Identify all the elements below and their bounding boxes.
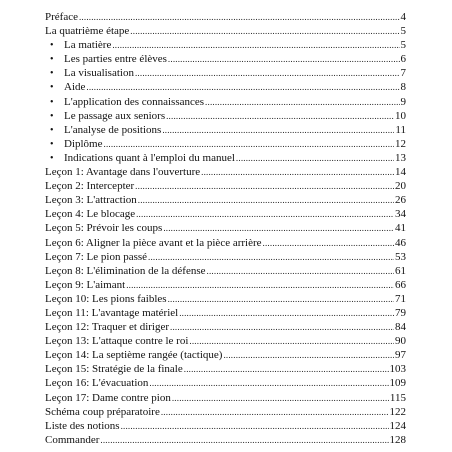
toc-entry [45,334,406,348]
toc-entry-title: La quatrième étape [45,25,130,38]
toc-entry-title: L'analyse de positions [64,123,162,136]
dot-leader [161,405,389,419]
dot-leader [163,221,394,235]
table-of-contents [45,10,406,447]
toc-entry-title: Leçon 17: Dame contre pion [45,391,171,404]
dot-leader [223,348,394,362]
toc-entry-title: Diplôme [64,137,103,150]
dot-leader [86,80,399,94]
toc-entry [45,362,406,376]
toc-entry-title: Leçon 3: L'attraction [45,194,137,207]
toc-entry-title: Leçon 13: L'attaque contre le roi [45,335,189,348]
toc-entry [45,376,406,390]
dot-leader [112,38,399,52]
toc-entry [45,250,406,264]
toc-entry-title: Commander [45,433,100,446]
toc-entry [45,10,406,24]
dot-leader [184,362,389,376]
bullet-icon: • [50,152,54,164]
toc-entry-title: Leçon 15: Stratégie de la finale [45,363,183,376]
toc-entry [45,433,406,447]
toc-entry [45,419,406,433]
toc-entry-page: 10 [395,109,406,122]
toc-entry [45,38,406,52]
toc-entry-title: La visualisation [64,67,134,80]
toc-entry-page: 46 [395,236,406,249]
dot-leader [207,264,394,278]
toc-entry-page: 14 [395,166,406,179]
bullet-icon: • [50,110,54,122]
toc-entry [45,391,406,405]
toc-entry [45,320,406,334]
toc-entry [45,264,406,278]
toc-entry-page: 84 [395,321,406,334]
dot-leader [135,179,394,193]
toc-entry-title: Préface [45,11,78,23]
toc-entry-page: 71 [395,292,406,305]
dot-leader [172,391,389,405]
toc-entry-title: Leçon 5: Prévoir les coups [45,222,163,235]
dot-leader [121,419,389,433]
dot-leader [126,278,394,292]
toc-entry-title: L'application des connaissances [64,95,205,108]
toc-entry [45,292,406,306]
dot-leader [179,306,394,320]
toc-entry-page: 124 [389,419,406,432]
toc-entry-title: Leçon 11: L'avantage matériel [45,306,179,319]
dot-leader [205,95,399,109]
toc-entry-page: 128 [389,433,406,446]
bullet-icon: • [50,96,54,108]
toc-entry-title: Leçon 14: La septième rangée (tactique) [45,349,223,362]
dot-leader [162,123,394,137]
dot-leader [148,250,394,264]
bullet-icon: • [50,124,54,136]
toc-entry-title: Leçon 1: Avantage dans l'ouverture [45,166,201,179]
toc-entry-page: 26 [395,194,406,207]
toc-entry-page: 53 [395,250,406,263]
toc-entry-page: 103 [389,363,406,376]
dot-leader [79,10,400,24]
toc-entry-title: Les parties entre élèves [64,53,167,66]
dot-leader [166,109,394,123]
toc-entry-title: Leçon 9: L'aimant [45,278,126,291]
dot-leader [100,433,388,447]
toc-entry-page: 6 [400,53,406,66]
toc-entry-title: Leçon 4: Le blocage [45,208,136,221]
toc-entry [45,405,406,419]
toc-entry-page: 4 [400,11,406,23]
dot-leader [130,24,399,38]
dot-leader [104,137,395,151]
dot-leader [168,52,400,66]
toc-entry-title: Leçon 2: Intercepter [45,180,135,193]
toc-entry-page: 115 [389,391,406,404]
toc-entry [45,80,406,94]
toc-entry [45,165,406,179]
toc-entry [45,137,406,151]
dot-leader [136,207,394,221]
toc-entry-title: Leçon 16: L'évacuation [45,377,149,390]
toc-entry [45,109,406,123]
toc-entry-title: Aide [64,81,86,94]
dot-leader [135,66,400,80]
dot-leader [168,292,394,306]
dot-leader [189,334,394,348]
toc-entry-page: 66 [395,278,406,291]
toc-entry [45,66,406,80]
bullet-icon: • [50,68,54,80]
bullet-icon: • [50,82,54,94]
toc-entry-title: Leçon 8: L'élimination de la défense [45,264,206,277]
toc-entry-title: La matière [64,39,112,52]
bullet-icon: • [50,40,54,52]
dot-leader [170,320,394,334]
toc-entry-title: Leçon 10: Les pions faibles [45,292,167,305]
toc-entry-title: Le passage aux seniors [64,109,166,122]
toc-entry-page: 8 [400,81,406,94]
toc-entry-title: Schéma coup préparatoire [45,405,160,418]
toc-entry-page: 9 [400,95,406,108]
dot-leader [201,165,394,179]
toc-entry [45,236,406,250]
toc-entry-title: Liste des notions [45,419,120,432]
dot-leader [138,193,394,207]
toc-entry-title: Indications quant à l'emploi du manuel [64,151,235,164]
bullet-icon: • [50,138,54,150]
toc-entry-page: 20 [395,180,406,193]
toc-entry-page: 13 [395,151,406,164]
toc-entry-page: 109 [389,377,406,390]
toc-entry [45,193,406,207]
toc-entry-page: 7 [400,67,406,80]
toc-entry [45,95,406,109]
toc-entry-page: 5 [400,39,406,52]
toc-entry-page: 90 [395,335,406,348]
toc-entry [45,278,406,292]
toc-entry-page: 34 [395,208,406,221]
toc-entry [45,306,406,320]
toc-entry-page: 97 [395,349,406,362]
toc-entry-page: 41 [395,222,406,235]
toc-entry [45,221,406,235]
toc-entry-page: 12 [395,137,406,150]
toc-entry [45,123,406,137]
toc-entry-page: 122 [389,405,406,418]
dot-leader [263,236,394,250]
toc-entry-title: Leçon 6: Aligner la pièce avant et la pièce arrière [45,236,262,249]
toc-entry [45,52,406,66]
toc-entry-title: Leçon 12: Traquer et diriger [45,321,170,334]
toc-entry-page: 11 [395,123,406,136]
toc-entry [45,151,406,165]
toc-entry-page: 5 [400,25,406,38]
dot-leader [149,376,388,390]
toc-entry-title: Leçon 7: Le pion passé [45,250,148,263]
toc-entry [45,24,406,38]
toc-entry [45,348,406,362]
toc-entry-page: 79 [395,306,406,319]
bullet-icon: • [50,54,54,66]
dot-leader [236,151,394,165]
toc-entry [45,207,406,221]
toc-entry [45,179,406,193]
toc-entry-page: 61 [395,264,406,277]
